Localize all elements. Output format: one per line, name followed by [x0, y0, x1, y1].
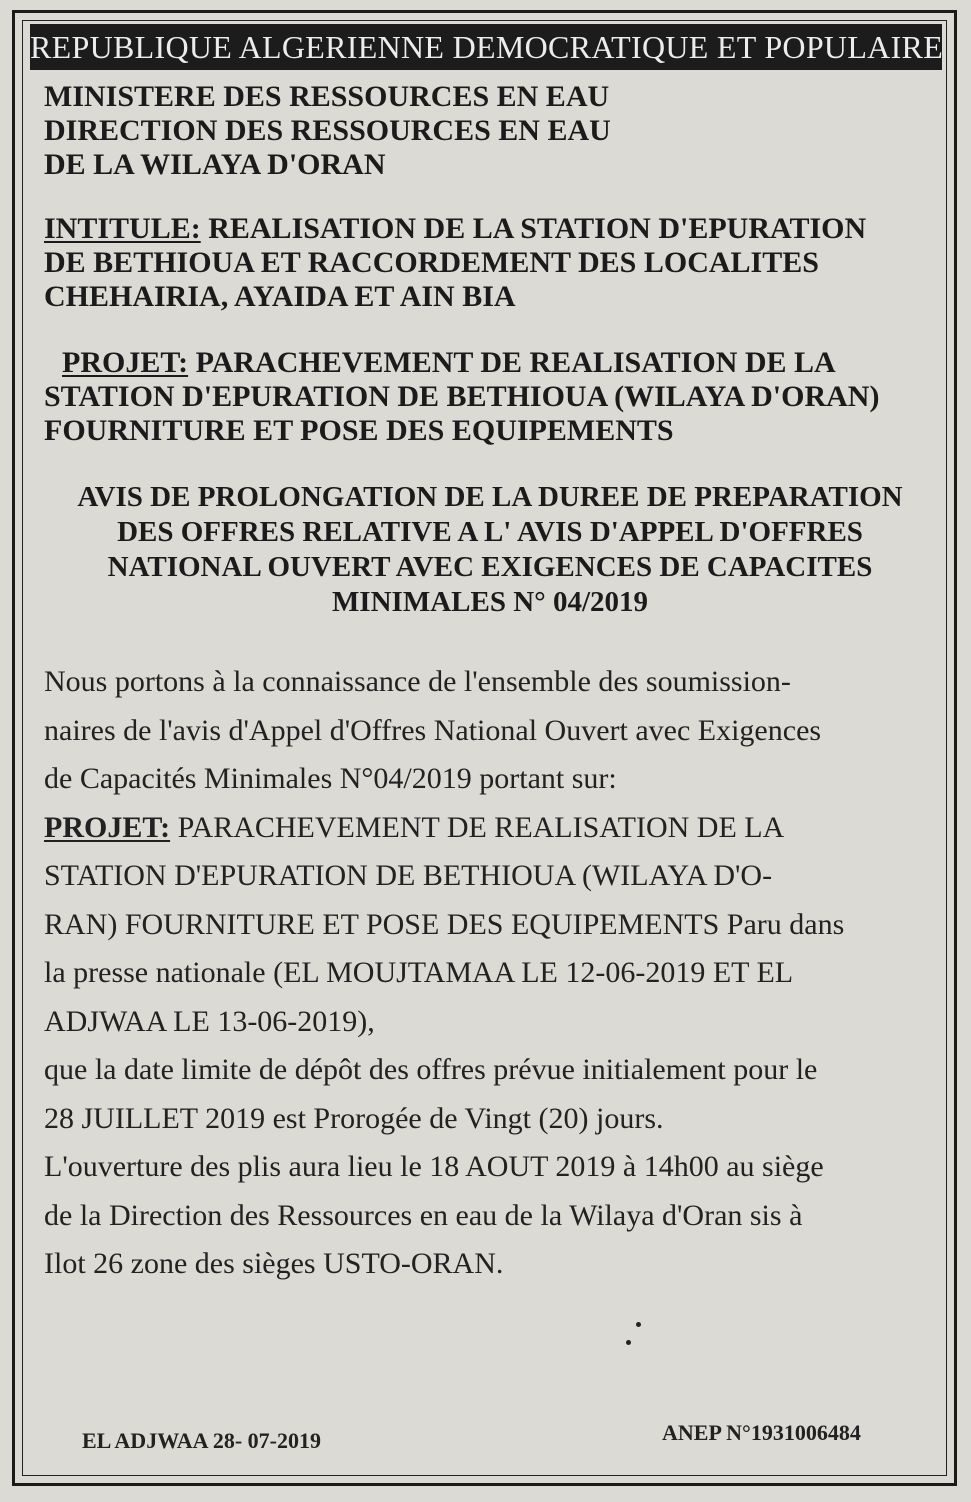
body-line: ADJWAA LE 13-06-2019), [44, 1004, 375, 1038]
body-projet-label: PROJET: [44, 810, 171, 844]
wilaya-line: DE LA WILAYA D'ORAN [44, 148, 386, 181]
anep-number: ANEP N°1931006484 [662, 1420, 861, 1445]
body-line: que la date limite de dépôt des offres prévue initialement pour le [44, 1053, 818, 1086]
body-line: la presse nationale (EL MOUJTAMAA LE 12-06-2019 ET EL [44, 956, 794, 989]
body-line: Nous portons à la connaissance de l'ensemble des soumission- [44, 665, 791, 698]
intitule-text-line2: DE BETHIOUA ET RACCORDEMENT DES LOCALITES [44, 246, 819, 279]
projet-block [44, 346, 934, 448]
avis-line: AVIS DE PROLONGATION DE LA DUREE DE PREPARATION [77, 481, 903, 513]
ministry-line: MINISTERE DES RESSOURCES EN EAU [44, 80, 610, 113]
avis-line: DES OFFRES RELATIVE A L' AVIS D'APPEL D'OFFRES [117, 516, 863, 548]
projet-text-line2: STATION D'EPURATION DE BETHIOUA (WILAYA D'ORAN) [44, 380, 880, 413]
avis-line: MINIMALES N° 04/2019 [331, 586, 649, 618]
body-line: RAN) FOURNITURE ET POSE DES EQUIPEMENTS Paru dans [44, 907, 845, 941]
body-line: STATION D'EPURATION DE BETHIOUA (WILAYA D'O- [44, 859, 773, 892]
body-line: de la Direction des Ressources en eau de la Wilaya d'Oran sis à [44, 1198, 803, 1232]
intitule-text: REALISATION DE LA STATION D'EPURATION [200, 212, 867, 245]
intitule-block [44, 212, 934, 314]
print-speck [626, 1340, 631, 1345]
intitule-text-line3: CHEHAIRIA, AYAIDA ET AIN BIA [44, 280, 516, 313]
republic-banner: REPUBLIQUE ALGERIENNE DEMOCRATIQUE ET POPULAIRE [30, 24, 942, 70]
body-line: naires de l'avis d'Appel d'Offres National Ouvert avec Exigences [44, 713, 822, 747]
direction-line: DIRECTION DES RESSOURCES EN EAU [44, 114, 611, 147]
body-line: PARACHEVEMENT DE REALISATION DE LA [170, 810, 785, 844]
notice-body [44, 658, 944, 1289]
projet-label: PROJET: [62, 346, 189, 379]
body-line: de Capacités Minimales N°04/2019 portant sur: [44, 762, 617, 795]
body-line: 28 JUILLET 2019 est Prorogée de Vingt (20) jours. [44, 1101, 664, 1135]
intitule-label: INTITULE: [44, 212, 201, 245]
projet-text: PARACHEVEMENT DE REALISATION DE LA [188, 346, 836, 379]
print-speck [636, 1322, 641, 1327]
projet-text-line3: FOURNITURE ET POSE DES EQUIPEMENTS [44, 414, 674, 447]
body-line: L'ouverture des plis aura lieu le 18 AOUT 2019 à 14h00 au siège [44, 1150, 824, 1183]
body-line: Ilot 26 zone des sièges USTO-ORAN. [44, 1247, 504, 1280]
avis-title [40, 480, 940, 620]
ministry-block [44, 80, 934, 182]
publication-date: EL ADJWAA 28- 07-2019 [82, 1428, 321, 1453]
avis-line: NATIONAL OUVERT AVEC EXIGENCES DE CAPACITES [107, 551, 873, 583]
